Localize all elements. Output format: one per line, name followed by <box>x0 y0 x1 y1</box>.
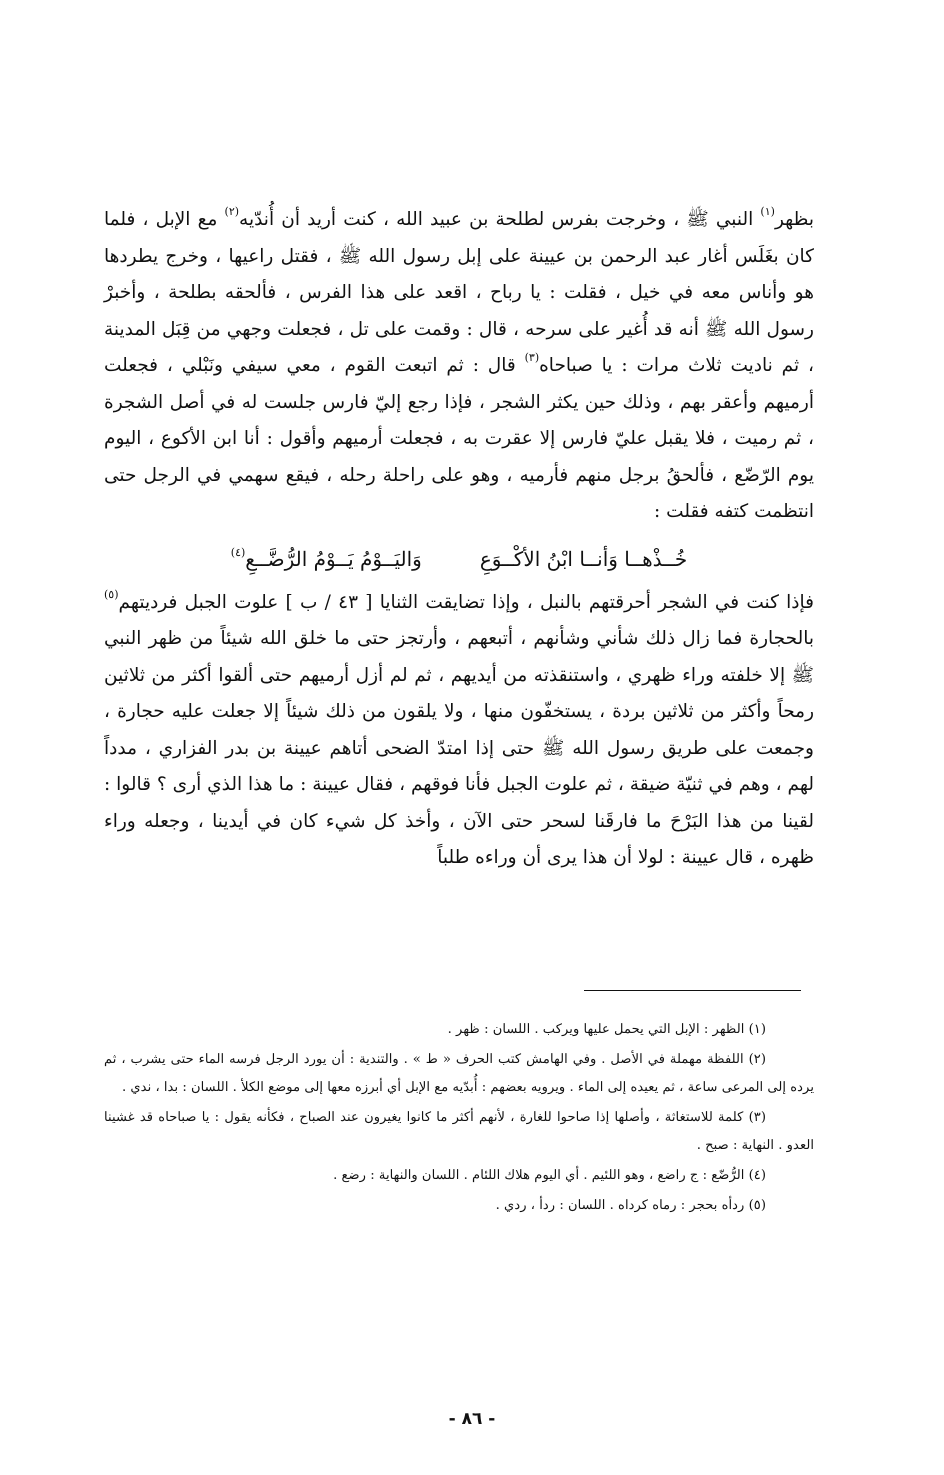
footnote-1: (١) الظهر : الإبل التي يحمل عليها ويركب . اللسان : ظهر . <box>447 1022 766 1037</box>
footnote-ref-5: (٥) <box>104 587 119 601</box>
paragraph-1-text-c: مع الإبل ، فلما كان بغَلَس أغار عبد الرحمن بن عيينة على إبل رسول الله ﷺ ، فقتل راعيها ، وخرج يطردها هو وأناس معه في خيل ، فقلت : يا رباح ، اقعد على هذا الفرس ، فألحقه بطلحة ، وأخبرْ رسول الله ﷺ أنه قد أُغير على سرحه ، قال : وقمت على تل ، فجعلت وجهي من قِبَل المدينة ، ثم ناديت ثلاث مرات : يا صباحاه <box>104 209 814 376</box>
footnotes <box>104 1016 814 1222</box>
verse-hemistich-right: خُــذْهــا وَأنــا ابْنُ الأكْــوَعِ <box>479 546 688 571</box>
paragraph-1-text-d: قال : ثم اتبعت القوم ، معي سيفي ونَبْلي ، فجعلت أرميهم وأعقر بهم ، وذلك حين يكثر الشجر ، فإذا رجع إليّ فارس جلست له في أصل الشجرة ، ثم رميت ، فلا يقبل عليّ فارس إلا عقرت به ، فجعلت أرميهم وأقول : أنا ابن الأكوع ، اليوم يوم الرّضّع ، فألحقُ برجل منهم فأرميه ، وهو على راحلة رحله ، فيقع سهمي في الرجل حتى انتظمت كتفه فقلت : <box>104 355 814 522</box>
verse-hemistich-left: وَاليَــوْمُ يَــوْمُ الرُّضَّــعِ <box>245 546 422 571</box>
paragraph-1-text-b: النبي ﷺ ، وخرجت بفرس لطلحة بن عبيد الله ، كنت أريد أن أُندّيه <box>239 209 761 230</box>
footnote-5: (٥) ردأه بحجر : رماه كرداه . اللسان : ردأ ، ردي . <box>495 1198 766 1213</box>
verse-hemistich-left-wrap <box>231 541 422 577</box>
paragraph-1-text-a: بظهر <box>774 209 814 230</box>
footnote-2: (٢) اللفظة مهملة في الأصل . وفي الهامش كتب الحرف « ط » . والتندية : أن يورد الرجل فرسه الماء حتى يشرب ، ثم يرده إلى المرعى ساعة ، ثم يعيده إلى الماء . ويرويه بعضهم : أُبدّيه مع الإبل أي أبرزه معها إلى موضع الكلأ . اللسان : بدا ، ندي . <box>104 1052 814 1095</box>
page-number: - ٨٦ - <box>448 1409 496 1429</box>
footnote-ref-2: (٢) <box>224 205 240 219</box>
paragraph-2 <box>104 585 814 877</box>
footnote-3: (٣) كلمة للاستغاثة ، وأصلها إذا صاحوا للغارة ، لأنهم أكثر ما كانوا يغيرون عند الصباح ، فكأنه يقول : يا صباحاه قد غشينا العدو . النهاية : صبح . <box>104 1110 814 1153</box>
main-text <box>104 202 814 877</box>
paragraph-1 <box>104 202 814 531</box>
paragraph-2-text-b: بالحجارة فما زال ذلك شأني وشأنهم ، أتبعهم ، وأرتجز حتى ما خلق الله شيئاً من ظهر النبي ﷺ إلا خلفته وراء ظهري ، واستنقذته من أيديهم ، ثم لم أزل أرميهم حتى ألقوا أكثر من ثلاثين رمحاً وأكثر من ثلاثين بردة ، يستخفّون منها ، ولا يلقون من ذلك شيئاً إلا جعلت عليه حجارة ، وجمعت على طريق رسول الله ﷺ حتى إذا امتدّ الضحى أتاهم عيينة بن بدر الفزاري ، مدداً لهم ، وهم في ثنيّة ضيقة ، ثم علوت الجبل فأنا فوقهم ، فقال عيينة : ما هذا الذي أرى ؟ قالوا : لقينا من هذا البَرْحَ ما فارقَنا لسحر حتى الآن ، وأخذ كل شيء كان في أيدينا ، وجعله وراء ظهره ، قال عيينة : لولا أن هذا يرى أن وراءه طلباً <box>104 628 814 868</box>
footnote-ref-1: (١) <box>760 205 775 219</box>
footnote-separator <box>584 990 801 991</box>
paragraph-2-text-a: فإذا كنت في الشجر أحرقتهم بالنبل ، وإذا تضايقت الثنايا [ ٤٣ / ب ] علوت الجبل فرديتهم <box>118 591 814 613</box>
poetry-verse <box>104 541 814 577</box>
footnote-ref-3: (٣) <box>524 351 540 365</box>
footnote-4: (٤) الرُّضّع : ج راضع ، وهو اللئيم . أي اليوم هلاك اللئام . اللسان والنهاية : رضع . <box>333 1168 766 1183</box>
footnote-ref-4: (٤) <box>230 545 246 559</box>
